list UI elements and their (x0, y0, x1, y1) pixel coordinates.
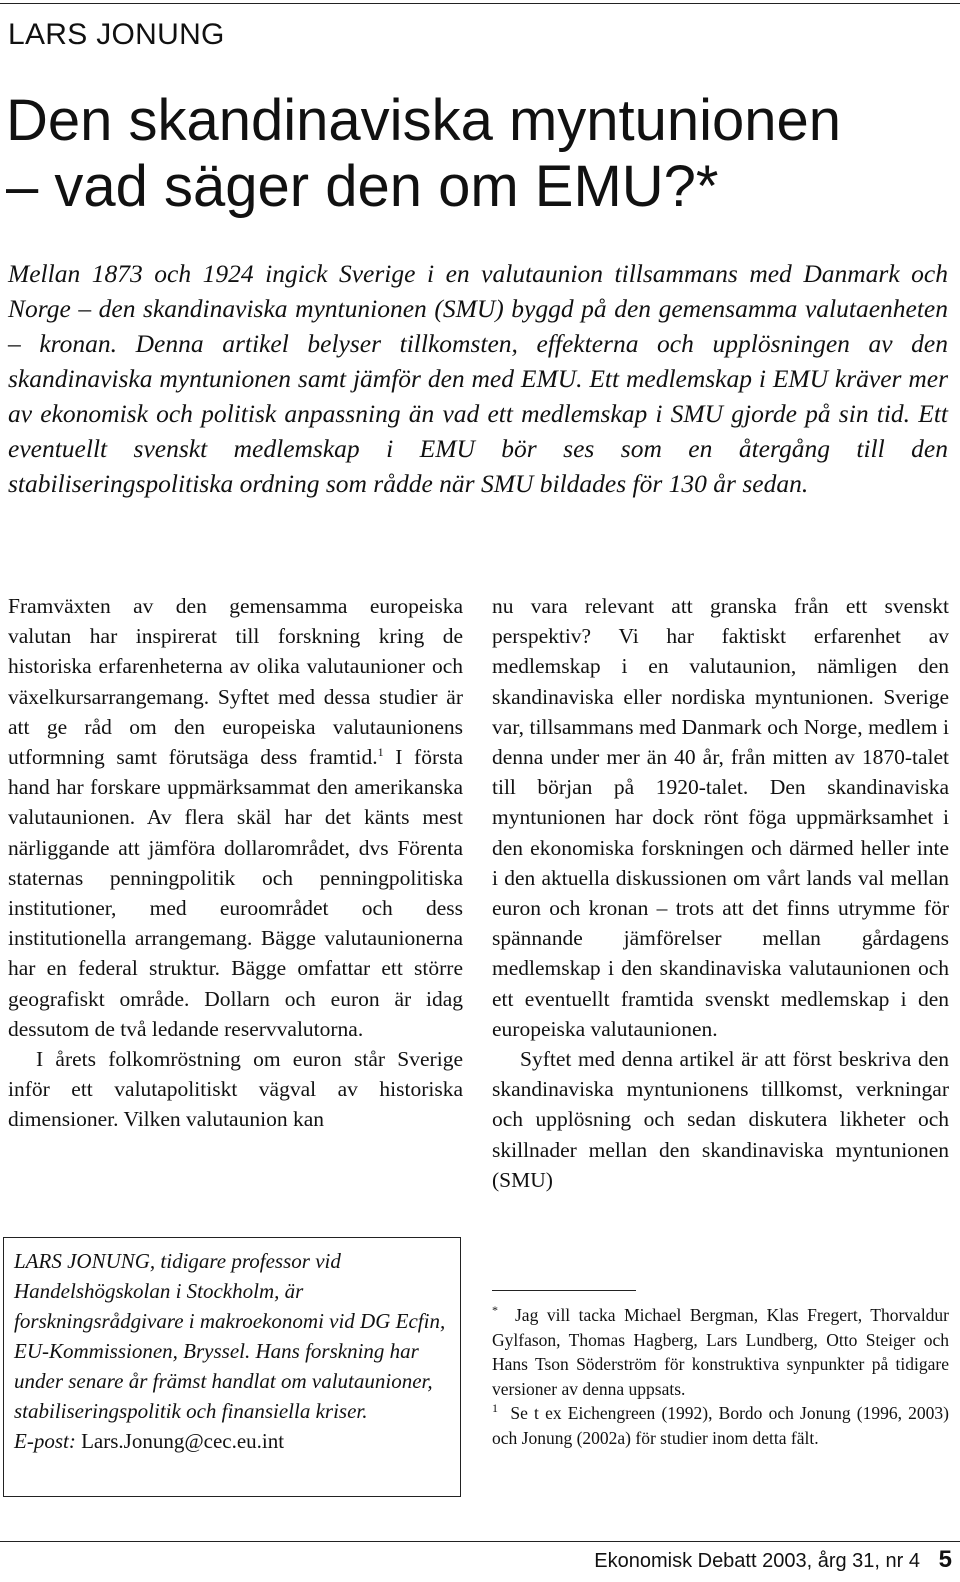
title-line-1: Den skandinaviska myntunionen (6, 88, 842, 153)
left-paragraph-2: I årets folkomröstning om euron står Sverige inför ett valutapolitiskt vägval av historiska dimensioner. Vilken valutaunion kan (8, 1047, 463, 1132)
email-link[interactable]: Lars.Jonung@cec.eu.int (81, 1429, 285, 1453)
left-paragraph-1 (8, 591, 463, 1044)
abstract: Mellan 1873 och 1924 ingick Sverige i en valutaunion tillsammans med Danmark och Norge – den skandinaviska myntunionen (SMU) byggd på den gemensamma valutaenheten – kronan. Denna artikel belyser tillkomsten, effekterna och upplösningen av den skandinaviska myntunionen samt jämför den med EMU. Ett medlemskap i EMU kräver mer av ekonomisk och politisk anpassning än vad ett medlemskap i SMU gjorde på sin tid. Ett eventuellt svenskt medlemskap i EMU bör ses som en återgång till den stabiliseringspolitiska ordning som rådde när SMU bildades för 130 år sedan. (8, 259, 948, 498)
running-footer: Ekonomisk Debatt 2003, årg 31, nr 4 (594, 1550, 920, 1572)
right-column (492, 591, 949, 1195)
footnote-1 (492, 1401, 949, 1450)
left-paragraph-1-text-b: I första hand har forskare uppmärksammat den amerikanska valutaunionen. Av flera skäl har det känts mest närliggande att jämföra dollarområdet, dvs Förenta staternas penningpolitik och penningpolitiska institutioner, med euroområdet och dess institutionella arrangemang. Bägge valutaunionerna har en federal struktur. Bägge omfattar ett större geografiskt område. Dollarn och euron är idag dessutom de två ledande reservvalutorna. (8, 745, 463, 1041)
right-paragraph-1: nu vara relevant att granska från ett svenskt perspektiv? Vi har faktiskt erfarenhet av medlemskap i en valutaunion, nämligen den skandinaviska eller nordiska myntunionen. Sverige var, tillsammans med Danmark och Norge, medlem i denna under mer än 40 år, från mitten av 1870-talet till början på 1920-talet. Den skandinaviska myntunionen har dock rönt föga uppmärksamhet i den ekonomiska forskningen och därmed heller inte i den aktuella diskussionen om vårt lands val mellan euron och kronan – trots att det finns utrymme för spännande jämförelser mellan gårdagens medlemskap i den skandinaviska valutaunionen och ett eventuellt framtida svenskt medlemskap i den europeiska valutaunionen. (492, 594, 949, 1041)
footnote-ref-1: 1 (377, 744, 384, 759)
author-bio-text: LARS JONUNG, tidigare professor vid Handelshögskolan i Stockholm, är forskningsrådgivare i makroekonomi vid DG Ecfin, EU-Kommissionen, Bryssel. Hans forskning har under senare år främst handlat om valutaunioner, stabiliseringspolitik och finansiella kriser. (14, 1249, 446, 1423)
right-paragraph-2: Syftet med denna artikel är att först beskriva den skandinaviska myntunionens tillkomst, verkningar och upplösning och sedan diskutera likheter och skillnader mellan den skandinaviska myntunionen (SMU) (492, 1047, 949, 1192)
footnote-1-mark: 1 (492, 1401, 498, 1416)
footnote-star (492, 1303, 949, 1401)
article-title (6, 88, 841, 220)
footnote-star-mark: * (492, 1303, 498, 1318)
footnote-star-text: Jag vill tacka Michael Bergman, Klas Fregert, Thorvaldur Gylfason, Thomas Hagberg, Lars Lundberg, Otto Steiger och Hans Tson Söderström för konstruktiva synpunkter på tidigare versioner av denna uppsats. (492, 1305, 950, 1399)
footnote-1-text: Se t ex Eichengreen (1992), Bordo och Jonung (1996, 2003) och Jonung (2002a) för studier inom detta fält. (492, 1403, 950, 1448)
email-label: E-post: (14, 1429, 76, 1453)
bottom-rule (0, 1541, 960, 1542)
footnote-rule (492, 1290, 636, 1291)
top-rule (0, 3, 960, 4)
left-paragraph-1-text-a: Framväxten av den gemensamma europeiska valutan har inspirerat till forskning kring de historiska erfarenheterna av olika valutaunioner och växelkursarrangemang. Syftet med dessa studier är att ge råd om den europeiska valutaunionens utformning samt förutsäga dess framtid. (8, 594, 463, 770)
author-heading: LARS JONUNG (8, 18, 225, 51)
title-line-2: – vad säger den om EMU?* (6, 154, 719, 219)
page-number: 5 (938, 1546, 952, 1573)
footnotes (492, 1303, 949, 1450)
author-bio-box (3, 1237, 461, 1497)
left-column (8, 591, 463, 1135)
